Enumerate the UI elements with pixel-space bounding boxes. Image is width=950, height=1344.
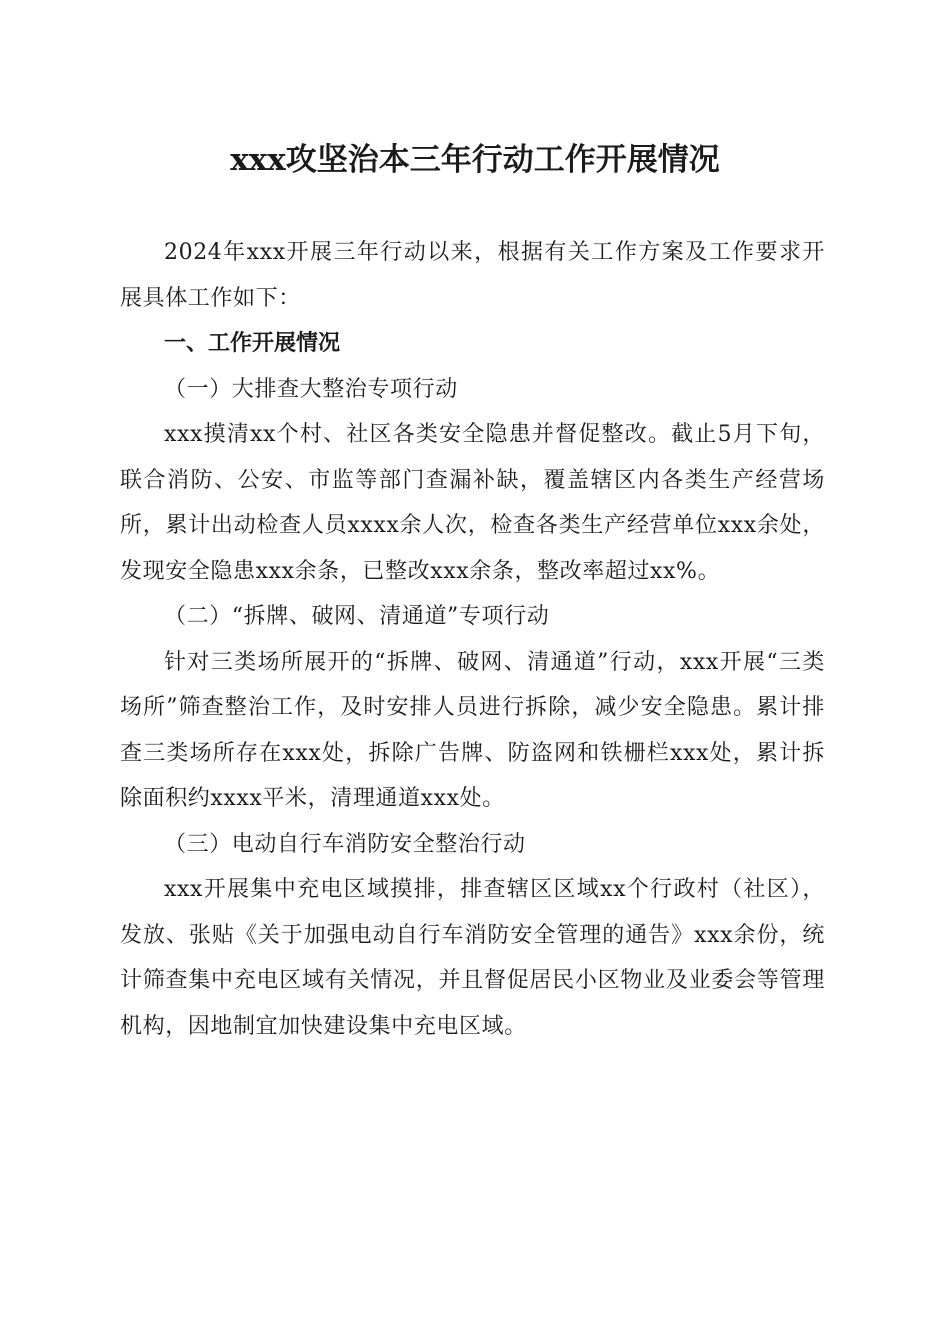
subsection-paragraph-3: xxx开展集中充电区域摸排，排查辖区区域xx个行政村（社区），发放、张贴《关于加强电动自行车消防安全管理的通告》xxx余份，统计筛查集中充电区域有关情况，并且督促居民小区物业及业委会等管理机构，因地制宜加快建设集中充电区域。 <box>120 877 825 1039</box>
subsection-heading-3: （三）电动自行车消防安全整治行动 <box>164 831 526 857</box>
subsection-paragraph-2: 针对三类场所展开的“拆牌、破网、清通道”行动，xxx开展“三类场所”筛查整治工作，及时安排人员进行拆除，减少安全隐患。累计排查三类场所存在xxx处，拆除广告牌、防盗网和铁栅栏xxx处，累计拆除面积约xxxx平米，清理通道xxx处。 <box>120 649 825 811</box>
subsection-heading-1: （一）大排查大整治专项行动 <box>164 376 458 402</box>
document-title: xxx攻坚治本三年行动工作开展情况 <box>230 142 720 178</box>
subsection-paragraph-1: xxx摸清xx个村、社区各类安全隐患并督促整改。截止5月下旬，联合消防、公安、市监等部门查漏补缺，覆盖辖区内各类生产经营场所，累计出动检查人员xxxx余人次，检查各类生产经营单位xxx余处，发现安全隐患xxx余条，已整改xxx余条，整改率超过xx%。 <box>120 422 825 584</box>
subsection-heading-2: （二）“拆牌、破网、清通道”专项行动 <box>164 604 550 629</box>
intro-paragraph: 2024年xxx开展三年行动以来，根据有关工作方案及工作要求开展具体工作如下： <box>120 240 825 311</box>
document-body <box>120 230 825 1049</box>
section-heading-1: 一、工作开展情况 <box>164 331 341 356</box>
